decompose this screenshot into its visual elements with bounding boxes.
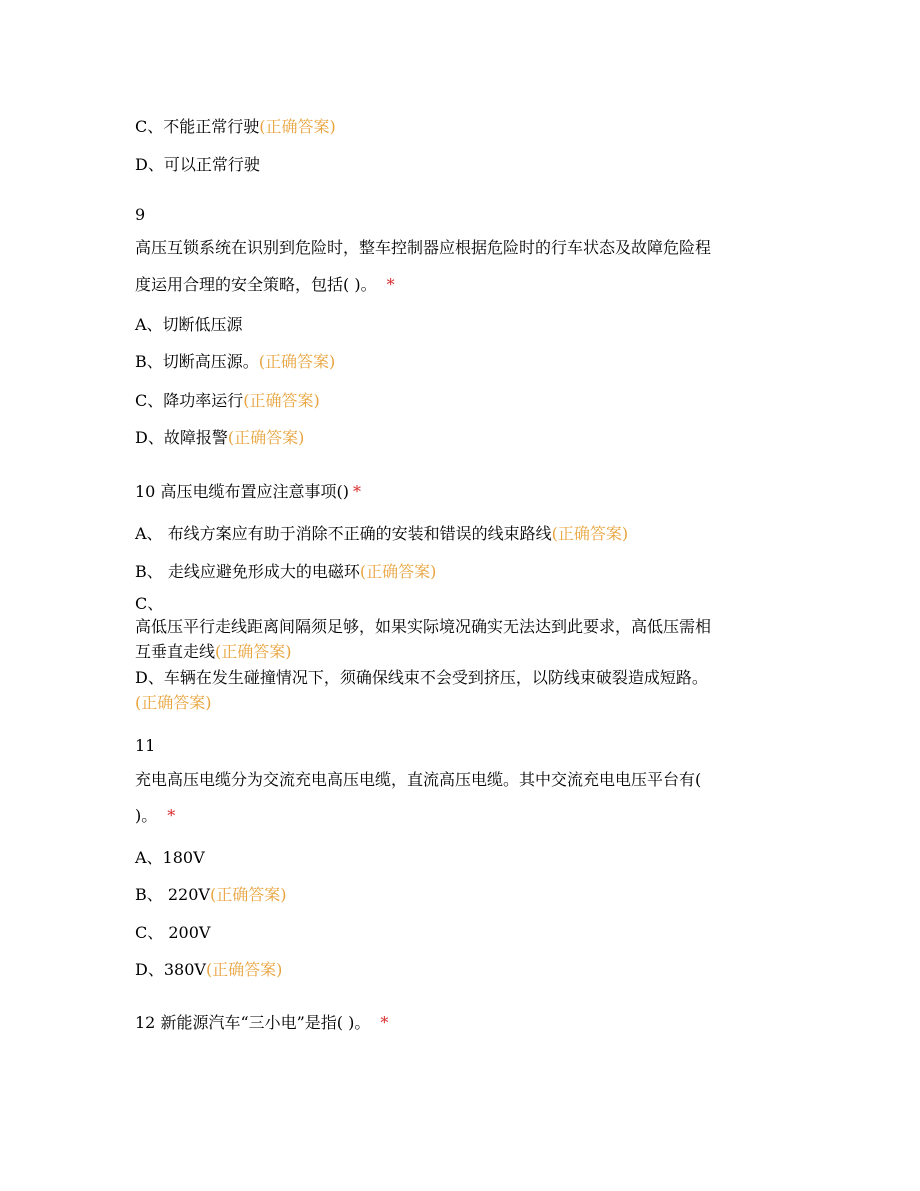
question-10-title: 10 高压电缆布置应注意事项() * xyxy=(135,482,361,501)
correct-answer-tag: (正确答案) xyxy=(259,117,336,136)
required-marker: * xyxy=(352,482,361,501)
option-q10-c-line2: 互垂直走线(正确答案) xyxy=(135,642,292,661)
option-q9-b: B、切断高压源。(正确答案) xyxy=(135,352,336,371)
option-q10-b: B、 走线应避免形成大的电磁环(正确答案) xyxy=(135,562,437,581)
correct-answer-tag: (正确答案) xyxy=(258,352,336,371)
option-q10-c-label: C、 xyxy=(135,594,164,613)
question-12-title: 12 新能源汽车“三小电”是指( )。 * xyxy=(135,1013,389,1032)
option-q11-d: D、380V(正确答案) xyxy=(135,960,283,979)
question-11-stem-line2: )。 * xyxy=(135,806,176,825)
option-q10-c-line1: 高低压平行走线距离间隔须足够，如果实际境况确实无法达到此要求，高低压需相 xyxy=(135,617,712,636)
option-q8-d: D、可以正常行驶 xyxy=(135,155,260,174)
option-q9-a: A、切断低压源 xyxy=(135,315,243,334)
option-q10-d-line1: D、车辆在发生碰撞情况下，须确保线束不会受到挤压，以防线束破裂造成短路。 xyxy=(135,668,708,687)
question-9-stem-line1: 高压互锁系统在识别到危险时，整车控制器应根据危险时的行车状态及故障危险程 xyxy=(135,238,712,257)
correct-answer-tag: (正确答案) xyxy=(243,391,320,410)
option-q9-c: C、降功率运行(正确答案) xyxy=(135,391,320,410)
required-marker: * xyxy=(386,275,395,294)
required-marker: * xyxy=(380,1013,389,1032)
correct-answer-tag: (正确答案) xyxy=(551,524,629,543)
correct-answer-tag: (正确答案) xyxy=(215,642,292,661)
option-q11-c: C、 200V xyxy=(135,923,211,942)
question-9-stem-line2: 度运用合理的安全策略，包括( )。 * xyxy=(135,275,395,294)
option-q8-c: C、不能正常行驶(正确答案) xyxy=(135,117,336,136)
option-q11-b: B、 220V(正确答案) xyxy=(135,885,287,904)
required-marker: * xyxy=(167,806,176,825)
correct-answer-tag: (正确答案) xyxy=(135,693,212,712)
correct-answer-tag: (正确答案) xyxy=(209,885,287,904)
correct-answer-tag: (正确答案) xyxy=(205,960,283,979)
correct-answer-tag: (正确答案) xyxy=(359,562,437,581)
correct-answer-tag: (正确答案) xyxy=(227,428,305,447)
option-q10-a: A、 布线方案应有助于消除不正确的安装和错误的线束路线(正确答案) xyxy=(135,524,629,543)
question-11-number: 11 xyxy=(135,736,156,755)
question-9-number: 9 xyxy=(135,205,146,224)
option-q11-a: A、180V xyxy=(135,848,205,867)
question-11-stem-line1: 充电高压电缆分为交流充电高压电缆，直流高压电缆。其中交流充电电压平台有( xyxy=(135,770,702,789)
option-q9-d: D、故障报警(正确答案) xyxy=(135,428,305,447)
